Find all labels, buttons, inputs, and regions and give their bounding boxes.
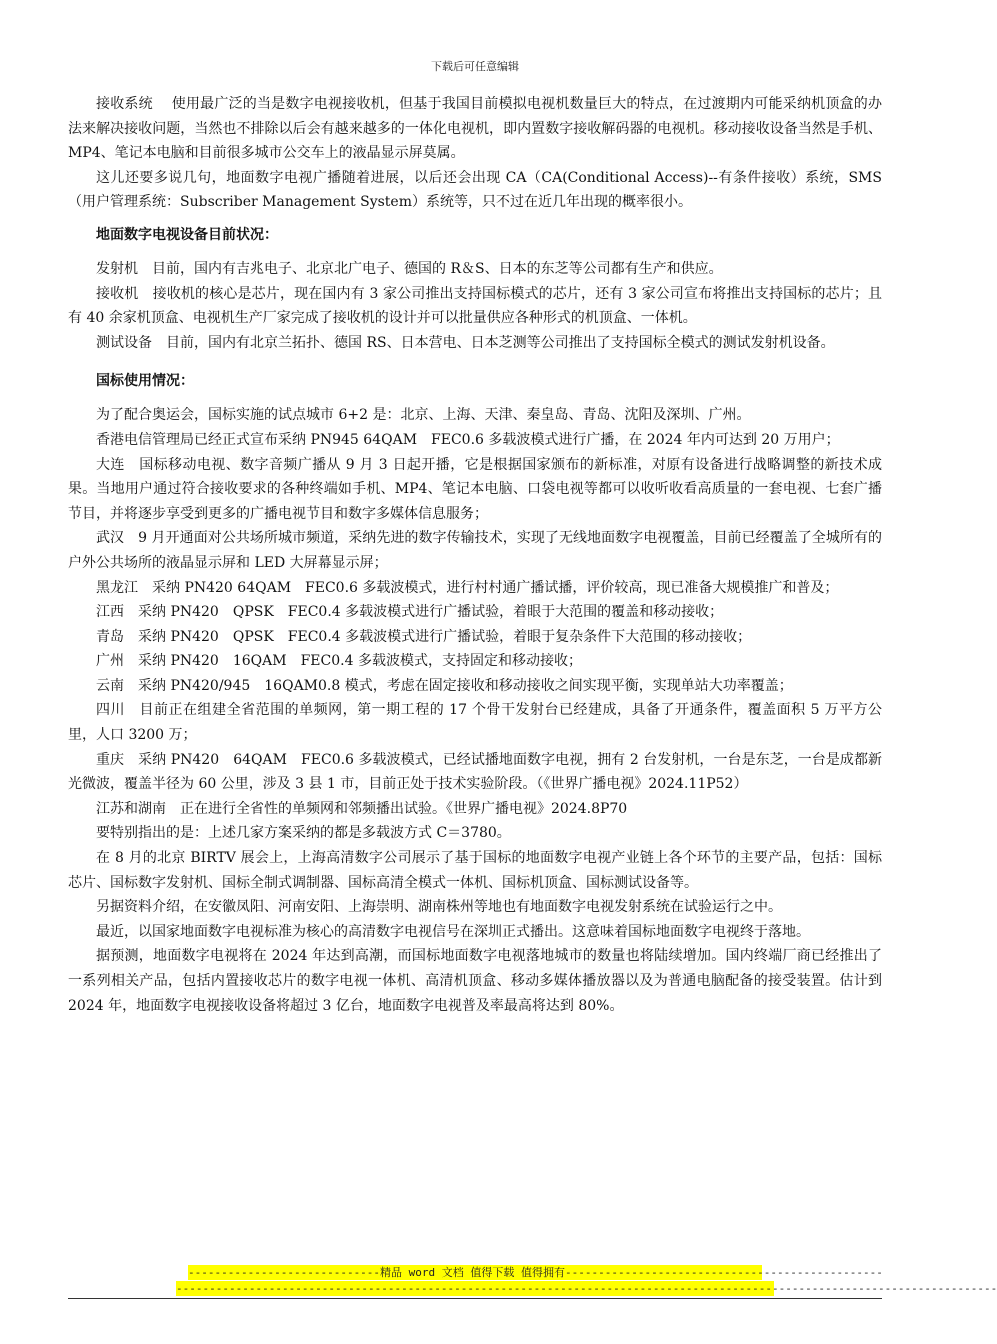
paragraph-pilot-cities: 为了配合奥运会，国标实施的试点城市 6+2 是：北京、上海、天津、秦皇岛、青岛、沈阳及深圳、广州。 (96, 407, 751, 424)
paragraph-jiangxi: 江西 采纳 PN420 QPSK FEC0.4 多载波模式进行广播试验，着眼于大范围的覆盖和移动接收； (96, 604, 724, 621)
paragraph-qingdao: 青岛 采纳 PN420 QPSK FEC0.4 多载波模式进行广播试验，着眼于复杂条件下大范围的移动接收； (96, 628, 752, 645)
paragraph-transmitter: 发射机 目前，国内有吉兆电子、北京北广电子、德国的 R＆S、日本的东芝等公司都有生产和供应。 (96, 260, 723, 277)
paragraph-jiangsu-hunan: 江苏和湖南 正在进行全省性的单频网和邻频播出试验。《世界广播电视》2024.8P70 (96, 800, 628, 817)
paragraph-sichuan: 四川 目前正在组建全省范围的单频网，第一期工程的 17 个骨干发射台已经建成，具备了开通条件，覆盖面积 5 万平方公里，人口 3200 万； (68, 702, 882, 744)
paragraph-hongkong: 香港电信管理局已经正式宣布采纳 PN945 64QAM FEC0.6 多载波模式进行广播，在 2024 年内可达到 20 万用户； (96, 431, 840, 448)
paragraph-yunnan: 云南 采纳 PN420/945 16QAM0.8 模式，考虑在固定接收和移动接收之间实现平衡，实现单站大功率覆盖； (96, 677, 793, 694)
paragraph-other-regions: 另据资料介绍，在安徽凤阳、河南安阳、上海崇明、湖南株州等地也有地面数字电视发射系统在试验运行之中。 (96, 899, 782, 916)
footer-highlight-line-1: -----------------------------精品 word 文档 值得下载 值得拥有------------------------------------------------ (188, 1266, 883, 1279)
paragraph-shenzhen: 最近，以国家地面数字电视标准为核心的高清数字电视信号在深圳正式播出。这意味着国标地面数字电视终于落地。 (96, 923, 810, 940)
section-heading-usage: 国标使用情况： (96, 373, 194, 390)
footer-divider (68, 1298, 882, 1299)
paragraph-wuhan: 武汉 9 月开通面对公共场所城市频道，采纳先进的数字传输技术，实现了无线地面数字电视覆盖，目前已经覆盖了全城所有的户外公共场所的液晶显示屏和 LED 大屏幕显示屏； (68, 530, 882, 571)
paragraph-receiver-system: 接收系统 使用最广泛的当是数字电视接收机，但基于我国目前模拟电视机数量巨大的特点，在过渡期内可能采纳机顶盒的办法来解决接收问题，当然也不排除以后会有越来越多的一体化电视机，即内置数字接收解码器的电视机。移动接收设备当然是手机、MP4、笔记本电脑和目前很多城市公交车上的液晶显示屏莫属。 (68, 96, 882, 162)
page-header: 下载后可任意编辑 (431, 60, 519, 73)
paragraph-multicarrier-note: 要特别指出的是：上述几家方案采纳的都是多载波方式 C＝3780。 (96, 825, 511, 842)
section-heading-equipment: 地面数字电视设备目前状况： (96, 226, 278, 243)
paragraph-receiver: 接收机 接收机的核心是芯片，现在国内有 3 家公司推出支持国标模式的芯片，还有 3 家公司宣布将推出支持国标的芯片；且有 40 余家机顶盒、电视机生产厂家完成了接收机的设计并可以批量供应各种形式的机顶盒、一体机。 (68, 285, 882, 327)
document-body (68, 92, 882, 1018)
paragraph-dalian: 大连 国标移动电视、数字音频广播从 9 月 3 日起开播，它是根据国家颁布的新标准，对原有设备进行战略调整的新技术成果。当地用户通过符合接收要求的各种终端如手机、MP4、笔记本电脑、口袋电视等都可以收听收看高质量的一套电视、七套广播节目，并将逐步享受到更多的广播电视节目和数字多媒体信息服务； (68, 456, 882, 522)
paragraph-birtv: 在 8 月的北京 BIRTV 展会上，上海高清数字公司展示了基于国标的地面数字电视产业链上各个环节的主要产品，包括：国标芯片、国标数字发射机、国标全制式调制器、国标高清全模式一体机、国标机顶盒、国标测试设备等。 (68, 850, 882, 891)
paragraph-heilongjiang: 黑龙江 采纳 PN420 64QAM FEC0.6 多载波模式，进行村村通广播试播，评价较高，现已准备大规模推广和普及； (96, 579, 839, 596)
paragraph-test-equipment: 测试设备 目前，国内有北京兰拓扑、德国 RS、日本营电、日本芝测等公司推出了支持国标全模式的测试发射机设备。 (96, 334, 835, 351)
paragraph-forecast: 据预测，地面数字电视将在 2024 年达到高潮，而国标地面数字电视落地城市的数量也将陆续增加。国内终端厂商已经推出了一系列相关产品，包括内置接收芯片的数字电视一体机、高清机顶盒、移动多媒体播放器以及为普通电脑配备的接受装置。估计到 2024 年，地面数字电视接收设备将超过 3 亿台，地面数字电视普及率最高将达到 80%。 (68, 948, 882, 1014)
footer-highlight-line-2: ---------------------------------------------------------------------------------------------------------------------------- (176, 1282, 997, 1295)
paragraph-chongqing: 重庆 采纳 PN420 64QAM FEC0.6 多载波模式，已经试播地面数字电视，拥有 2 台发射机，一台是东芝，一台是成都新光微波，覆盖半径为 60 公里，涉及 3 县 1 市，目前正处于技术实验阶段。（《世界广播电视》2024.11P52） (68, 751, 882, 793)
paragraph-ca-sms: 这儿还要多说几句，地面数字电视广播随着进展，以后还会出现 CA（CA(Conditional Access)--有条件接收）系统，SMS（用户管理系统：Subscriber Management System）系统等，只不过在近几年出现的概率很小。 (68, 169, 882, 211)
paragraph-guangzhou: 广州 采纳 PN420 16QAM FEC0.4 多载波模式，支持固定和移动接收； (96, 653, 582, 670)
